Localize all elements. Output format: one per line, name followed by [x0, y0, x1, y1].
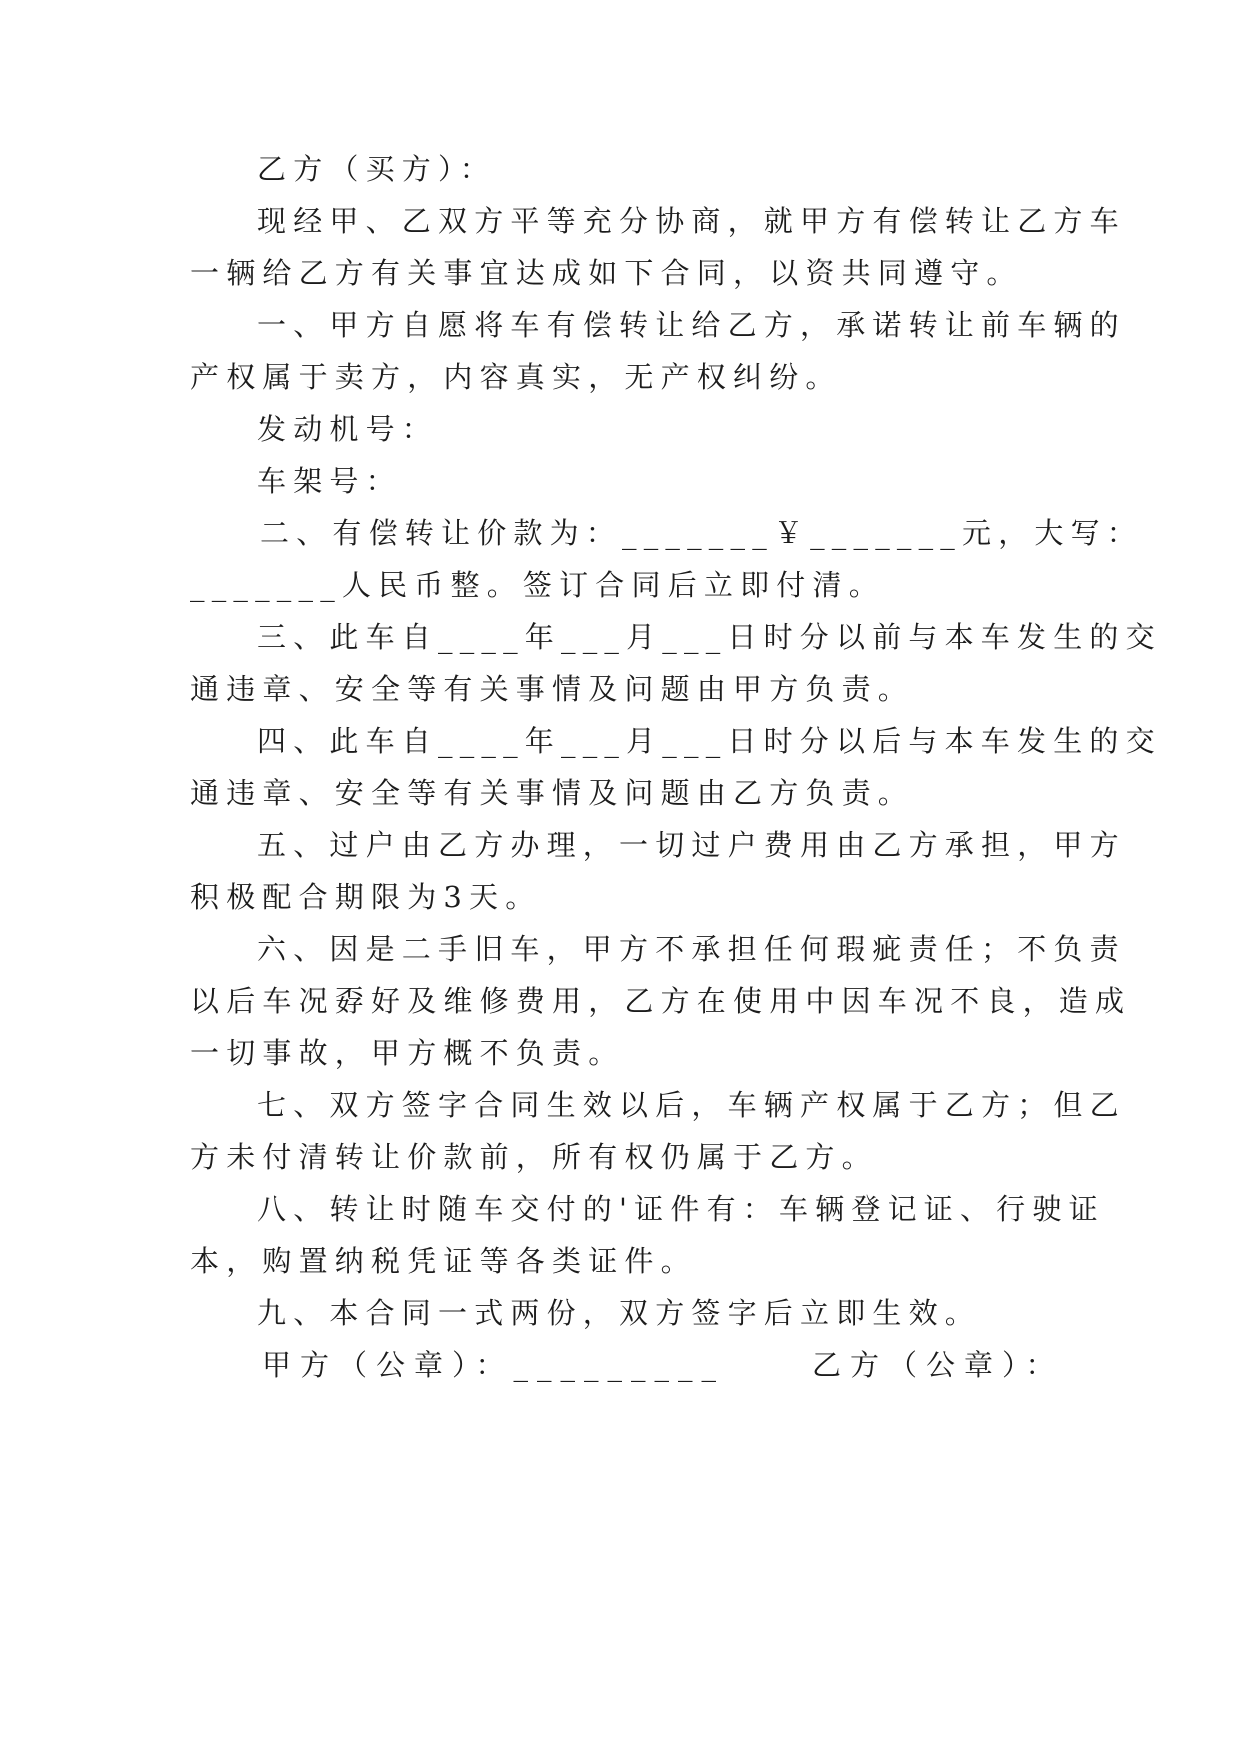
clause-5-line-1: 五、过户由乙方办理，一切过户费用由乙方承担，甲方	[257, 828, 1126, 862]
engine-number-line: 发动机号：	[257, 412, 439, 446]
clause-6-line-1: 六、因是二手旧车，甲方不承担任何瑕疵责任；不负责	[257, 932, 1126, 966]
clause-1-line-1: 一、甲方自愿将车有偿转让给乙方，承诺转让前车辆的	[257, 308, 1126, 342]
intro-paragraph-line-1: 现经甲、乙双方平等充分协商，就甲方有偿转让乙方车	[257, 204, 1126, 238]
clause-5-line-2: 积极配合期限为3天。	[190, 880, 542, 914]
party-b-seal-line: 乙方（公章）：	[812, 1348, 1064, 1382]
clause-2-line-1: 二、有偿转让价款为：_______￥_______元，大写：	[260, 516, 1144, 550]
clause-9-line: 九、本合同一式两份，双方签字后立即生效。	[257, 1296, 982, 1330]
clause-4-line-2: 通违章、安全等有关事情及问题由乙方负责。	[190, 776, 915, 810]
clause-6-line-3: 一切事故，甲方概不负责。	[190, 1036, 625, 1070]
clause-8-line-1: 八、转让时随车交付的'证件有：车辆登记证、行驶证	[257, 1192, 1105, 1226]
clause-3-line-2: 通违章、安全等有关事情及问题由甲方负责。	[190, 672, 915, 706]
clause-6-line-2: 以后车况孬好及维修费用，乙方在使用中因车况不良，造成	[190, 984, 1132, 1018]
clause-7-line-2: 方未付清转让价款前，所有权仍属于乙方。	[190, 1140, 878, 1174]
clause-1-line-2: 产权属于卖方，内容真实，无产权纠纷。	[190, 360, 842, 394]
party-a-seal-line: 甲方（公章）：_________	[262, 1348, 726, 1382]
clause-2-line-2: _______人民币整。签订合同后立即付清。	[190, 568, 885, 602]
frame-number-line: 车架号：	[257, 464, 402, 498]
intro-paragraph-line-2: 一辆给乙方有关事宜达成如下合同，以资共同遵守。	[190, 256, 1023, 290]
clause-7-line-1: 七、双方签字合同生效以后，车辆产权属于乙方；但乙	[257, 1088, 1126, 1122]
clause-4-line-1: 四、此车自____年___月___日时分以后与本车发生的交	[257, 724, 1162, 758]
clause-8-line-2: 本，购置纳税凭证等各类证件。	[190, 1244, 697, 1278]
buyer-line: 乙方（买方）：	[257, 152, 496, 186]
clause-3-line-1: 三、此车自____年___月___日时分以前与本车发生的交	[257, 620, 1162, 654]
